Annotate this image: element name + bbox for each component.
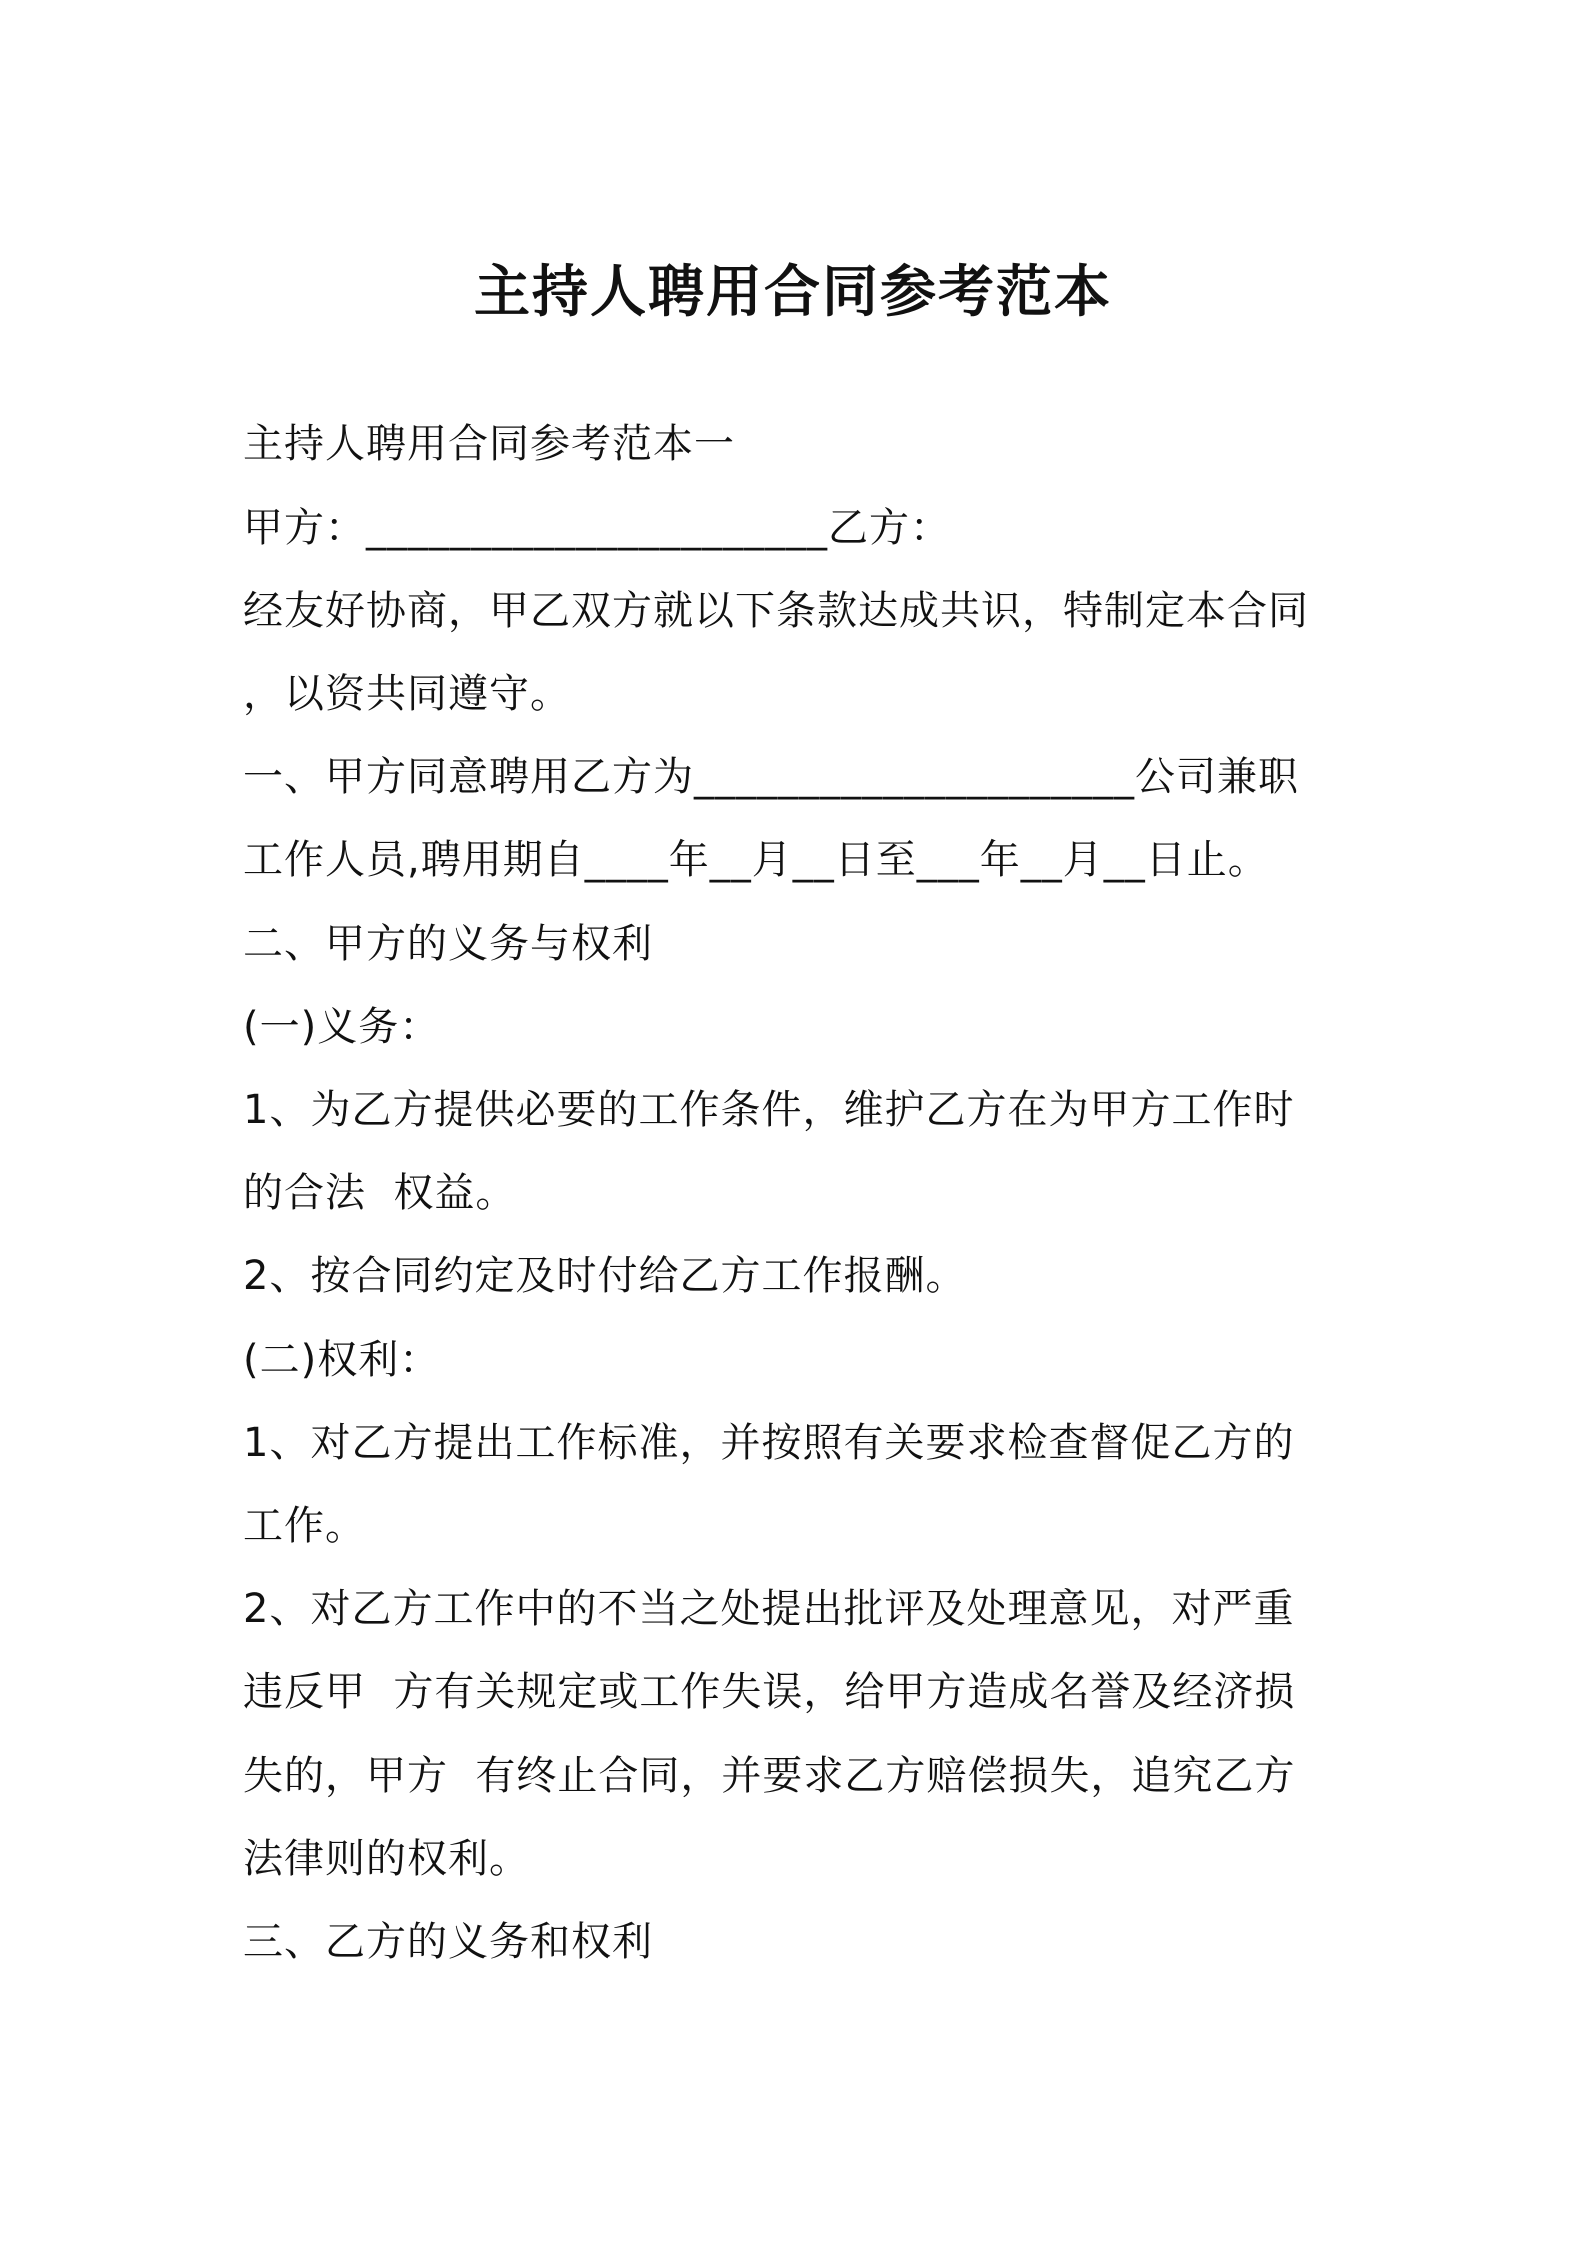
clause-line: 失的，甲方 有终止合同，并要求乙方赔偿损失，追究乙方 [243,1753,1296,1799]
clause-line: 工作人员,聘用期自____年__月__日至___年__月__日止。 [243,837,1269,883]
clause-line: 一、甲方同意聘用乙方为_____________________公司兼职 [243,754,1299,800]
subclause-heading: (二)权利： [243,1337,441,1383]
clause-line: 2、按合同约定及时付给乙方工作报酬。 [243,1253,967,1299]
section-heading: 主持人聘用合同参考范本一 [243,421,735,467]
parties-line: 甲方：______________________乙方： [243,505,951,551]
clause-heading: 三、乙方的义务和权利 [243,1919,653,1965]
document-title: 主持人聘用合同参考范本 [474,260,1112,325]
clause-line: 的合法 权益。 [243,1170,517,1216]
paragraph-line: ，以资共同遵守。 [243,671,571,717]
clause-line: 1、为乙方提供必要的工作条件，维护乙方在为甲方工作时 [243,1087,1295,1133]
clause-heading: 二、甲方的义务与权利 [243,921,653,967]
clause-line: 1、对乙方提出工作标准，并按照有关要求检查督促乙方的 [243,1420,1295,1466]
clause-line: 违反甲 方有关规定或工作失误，给甲方造成名誉及经济损 [243,1669,1296,1715]
clause-line: 2、对乙方工作中的不当之处提出批评及处理意见，对严重 [243,1586,1295,1632]
clause-line: 工作。 [243,1503,366,1549]
subclause-heading: (一)义务： [243,1004,441,1050]
clause-line: 法律则的权利。 [243,1836,530,1882]
paragraph-line: 经友好协商，甲乙双方就以下条款达成共识，特制定本合同 [243,588,1309,634]
